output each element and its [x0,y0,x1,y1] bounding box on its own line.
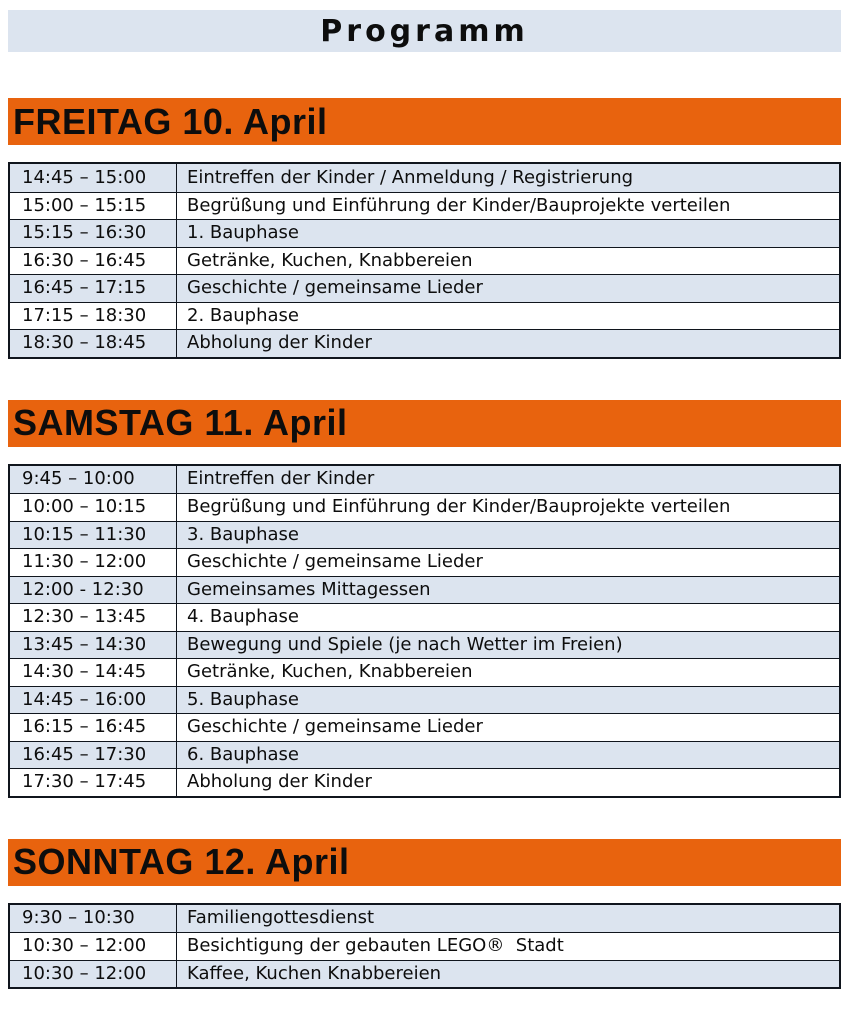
table-row [10,302,839,330]
section-sonntag [8,839,841,990]
schedule-table-samstag [8,464,841,798]
activity-cell: Kaffee, Kuchen Knabbereien [187,962,442,984]
activity-cell: 5. Bauphase [187,688,299,710]
activity-cell: 6. Bauphase [187,743,299,765]
time-cell: 10:00 – 10:15 [10,494,177,521]
activity-cell: Getränke, Kuchen, Knabbereien [187,249,473,271]
table-row [10,686,839,714]
table-row [10,768,839,796]
time-cell: 10:30 – 12:00 [10,961,177,988]
activity-cell: Besichtigung der gebauten LEGO® Stadt [187,935,564,957]
table-row [10,603,839,631]
table-row [10,960,839,988]
section-samstag [8,400,841,798]
activity-cell: Begrüßung und Einführung der Kinder/Bauprojekte verteilen [187,496,731,518]
time-cell: 14:30 – 14:45 [10,659,177,686]
time-cell: 15:15 – 16:30 [10,220,177,247]
time-cell: 16:30 – 16:45 [10,248,177,275]
table-row [10,521,839,549]
activity-cell: Eintreffen der Kinder / Anmeldung / Registrierung [187,166,634,188]
table-row [10,192,839,220]
activity-cell: Begrüßung und Einführung der Kinder/Bauprojekte verteilen [187,194,731,216]
activity-cell: Abholung der Kinder [187,771,372,793]
time-cell: 17:30 – 17:45 [10,769,177,796]
section-freitag [8,98,841,359]
table-row [10,631,839,659]
page-title: Programm [320,13,529,49]
activity-cell: Gemeinsames Mittagessen [187,578,431,600]
time-cell: 12:30 – 13:45 [10,604,177,631]
time-cell: 14:45 – 15:00 [10,164,177,192]
time-cell: 9:45 – 10:00 [10,466,177,494]
activity-cell: 1. Bauphase [187,222,299,244]
time-cell: 16:15 – 16:45 [10,714,177,741]
day-header-samstag: SAMSTAG 11. April [8,400,841,447]
table-row [10,548,839,576]
activity-cell: 4. Bauphase [187,606,299,628]
activity-cell: 2. Bauphase [187,304,299,326]
activity-cell: Geschichte / gemeinsame Lieder [187,716,483,738]
activity-cell: Geschichte / gemeinsame Lieder [187,551,483,573]
table-row [10,219,839,247]
table-row [10,658,839,686]
schedule-table-freitag [8,162,841,359]
time-cell: 11:30 – 12:00 [10,549,177,576]
day-header-freitag: FREITAG 10. April [8,98,841,145]
time-cell: 15:00 – 15:15 [10,193,177,220]
activity-cell: Familiengottesdienst [187,907,375,929]
time-cell: 9:30 – 10:30 [10,905,177,933]
table-row [10,274,839,302]
table-row [10,905,839,933]
activity-cell: Getränke, Kuchen, Knabbereien [187,661,473,683]
schedule-table-sonntag [8,903,841,990]
activity-cell: Eintreffen der Kinder [187,468,375,490]
time-cell: 16:45 – 17:15 [10,275,177,302]
table-row [10,164,839,192]
table-row [10,247,839,275]
activity-cell: Abholung der Kinder [187,332,372,354]
page-title-band [8,10,841,52]
time-cell: 14:45 – 16:00 [10,687,177,714]
table-row [10,576,839,604]
time-cell: 13:45 – 14:30 [10,632,177,659]
time-cell: 16:45 – 17:30 [10,742,177,769]
day-header-sonntag: SONNTAG 12. April [8,839,841,886]
table-row [10,741,839,769]
table-row [10,932,839,960]
time-cell: 17:15 – 18:30 [10,303,177,330]
time-cell: 10:15 – 11:30 [10,522,177,549]
table-row [10,329,839,357]
table-row [10,466,839,494]
activity-cell: Bewegung und Spiele (je nach Wetter im Freien) [187,633,623,655]
table-row [10,493,839,521]
activity-cell: 3. Bauphase [187,523,299,545]
time-cell: 10:30 – 12:00 [10,933,177,960]
activity-cell: Geschichte / gemeinsame Lieder [187,277,483,299]
time-cell: 18:30 – 18:45 [10,330,177,357]
table-row [10,713,839,741]
time-cell: 12:00 - 12:30 [10,577,177,604]
